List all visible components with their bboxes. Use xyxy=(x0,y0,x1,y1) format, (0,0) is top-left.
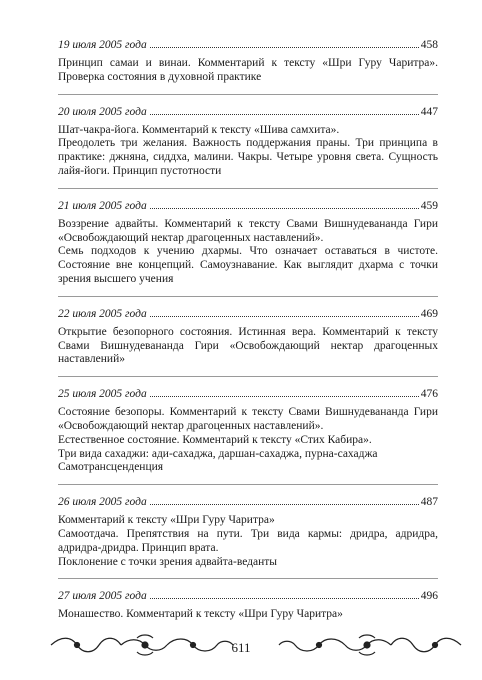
dot-leader xyxy=(150,114,419,115)
entry-description-line: Поклонение с точки зрения адвайта-веданты xyxy=(58,555,278,568)
toc-entry-heading[interactable] xyxy=(58,387,438,402)
entry-description xyxy=(58,608,438,622)
entry-description-line: Три вида сахаджи: ади-сахаджа, даршан-сахаджа, пурна-сахаджа xyxy=(58,447,378,460)
toc-entry-heading[interactable] xyxy=(58,199,438,214)
table-of-contents xyxy=(58,38,438,641)
page-number: 611 xyxy=(231,640,251,655)
flourish-ornament-icon xyxy=(275,634,465,656)
entry-description-line: Монашество. Комментарий к тексту «Шри Гуру Чаритра» xyxy=(58,608,343,621)
entry-description-line: Открытие безопорного состояния. Истинная вера. Комментарий к тексту Свами Вишнудевананда Гири «Освобождающий нектар драгоценных наставлений» xyxy=(58,325,438,366)
toc-entry-heading[interactable] xyxy=(58,589,438,604)
dot-leader xyxy=(150,208,419,209)
entry-description xyxy=(58,326,438,367)
entry-description-line: Состояние безопоры. Комментарий к тексту Свами Вишнудевананда Гири «Освобождающий нектар драгоценных наставлений». xyxy=(58,406,438,432)
dot-leader xyxy=(150,316,419,317)
entry-date: 21 июля 2005 года xyxy=(58,199,147,212)
entry-description-line: Комментарий к тексту «Шри Гуру Чаритра» xyxy=(58,514,275,527)
entry-description-line: Преодолеть три желания. Важность поддержания праны. Три принципа в практике: джняна, сиддха, малини. Чакры. Четыре уровня света. Сущность лайя-йоги. Принцип пустотности xyxy=(58,137,438,177)
entry-description-line: Семь подходов к учению дхармы. Что означает оставаться в чистоте. Состояние вне концепций. Самоузнавание. Как выглядит дхарма с точки зрения высшего учения xyxy=(58,245,438,285)
toc-entry xyxy=(58,199,438,297)
entry-date: 20 июля 2005 года xyxy=(58,105,147,118)
entry-page-number: 447 xyxy=(420,105,438,118)
toc-entry-heading[interactable] xyxy=(58,38,438,53)
entry-description-line: Самоотдача. Препятствия на пути. Три вида кармы: дридра, адридра, адридра-дридра. Принцип врата. xyxy=(58,527,438,554)
entry-date: 27 июля 2005 года xyxy=(58,590,147,603)
entry-page-number: 458 xyxy=(420,39,438,51)
toc-entry-heading[interactable] xyxy=(58,105,438,120)
entry-description-line: Естественное состояние. Комментарий к тексту «Стих Кабира». xyxy=(58,433,372,446)
entry-date: 19 июля 2005 года xyxy=(58,39,147,51)
dot-leader xyxy=(150,504,419,505)
entry-description xyxy=(58,124,438,179)
entry-page-number: 469 xyxy=(420,307,438,320)
toc-entry xyxy=(58,105,438,189)
toc-entry-heading[interactable] xyxy=(58,307,438,322)
toc-entry xyxy=(58,387,438,485)
entry-date: 22 июля 2005 года xyxy=(58,307,147,320)
entry-description xyxy=(58,514,438,569)
flourish-ornament-icon xyxy=(47,634,237,656)
page-footer xyxy=(0,632,482,662)
toc-entry xyxy=(58,589,438,631)
entry-description xyxy=(58,57,438,85)
entry-page-number: 496 xyxy=(420,590,438,603)
entry-page-number: 487 xyxy=(420,496,438,509)
entry-page-number: 459 xyxy=(420,199,438,212)
dot-leader xyxy=(150,47,419,48)
entry-page-number: 476 xyxy=(420,388,438,401)
entry-description-line: Шат-чакра-йога. Комментарий к тексту «Шива самхита». xyxy=(58,123,340,136)
entry-description xyxy=(58,218,438,287)
toc-entry xyxy=(58,307,438,377)
entry-date: 26 июля 2005 года xyxy=(58,496,147,509)
entry-description-line: Воззрение адвайты. Комментарий к тексту Свами Вишнудевананда Гири «Освобождающий нектар драгоценных наставлений». xyxy=(58,217,438,244)
entry-date: 25 июля 2005 года xyxy=(58,388,147,401)
toc-entry xyxy=(58,38,438,95)
entry-description-line: Принцип самаи и винаи. Комментарий к тексту «Шри Гуру Чаритра». Проверка состояния в духовной практике xyxy=(58,57,438,83)
toc-entry xyxy=(58,495,438,579)
toc-entry-heading[interactable] xyxy=(58,495,438,510)
entry-description xyxy=(58,406,438,475)
dot-leader xyxy=(150,598,419,599)
entry-description-line: Самотрансценденция xyxy=(58,461,164,474)
dot-leader xyxy=(150,396,419,397)
